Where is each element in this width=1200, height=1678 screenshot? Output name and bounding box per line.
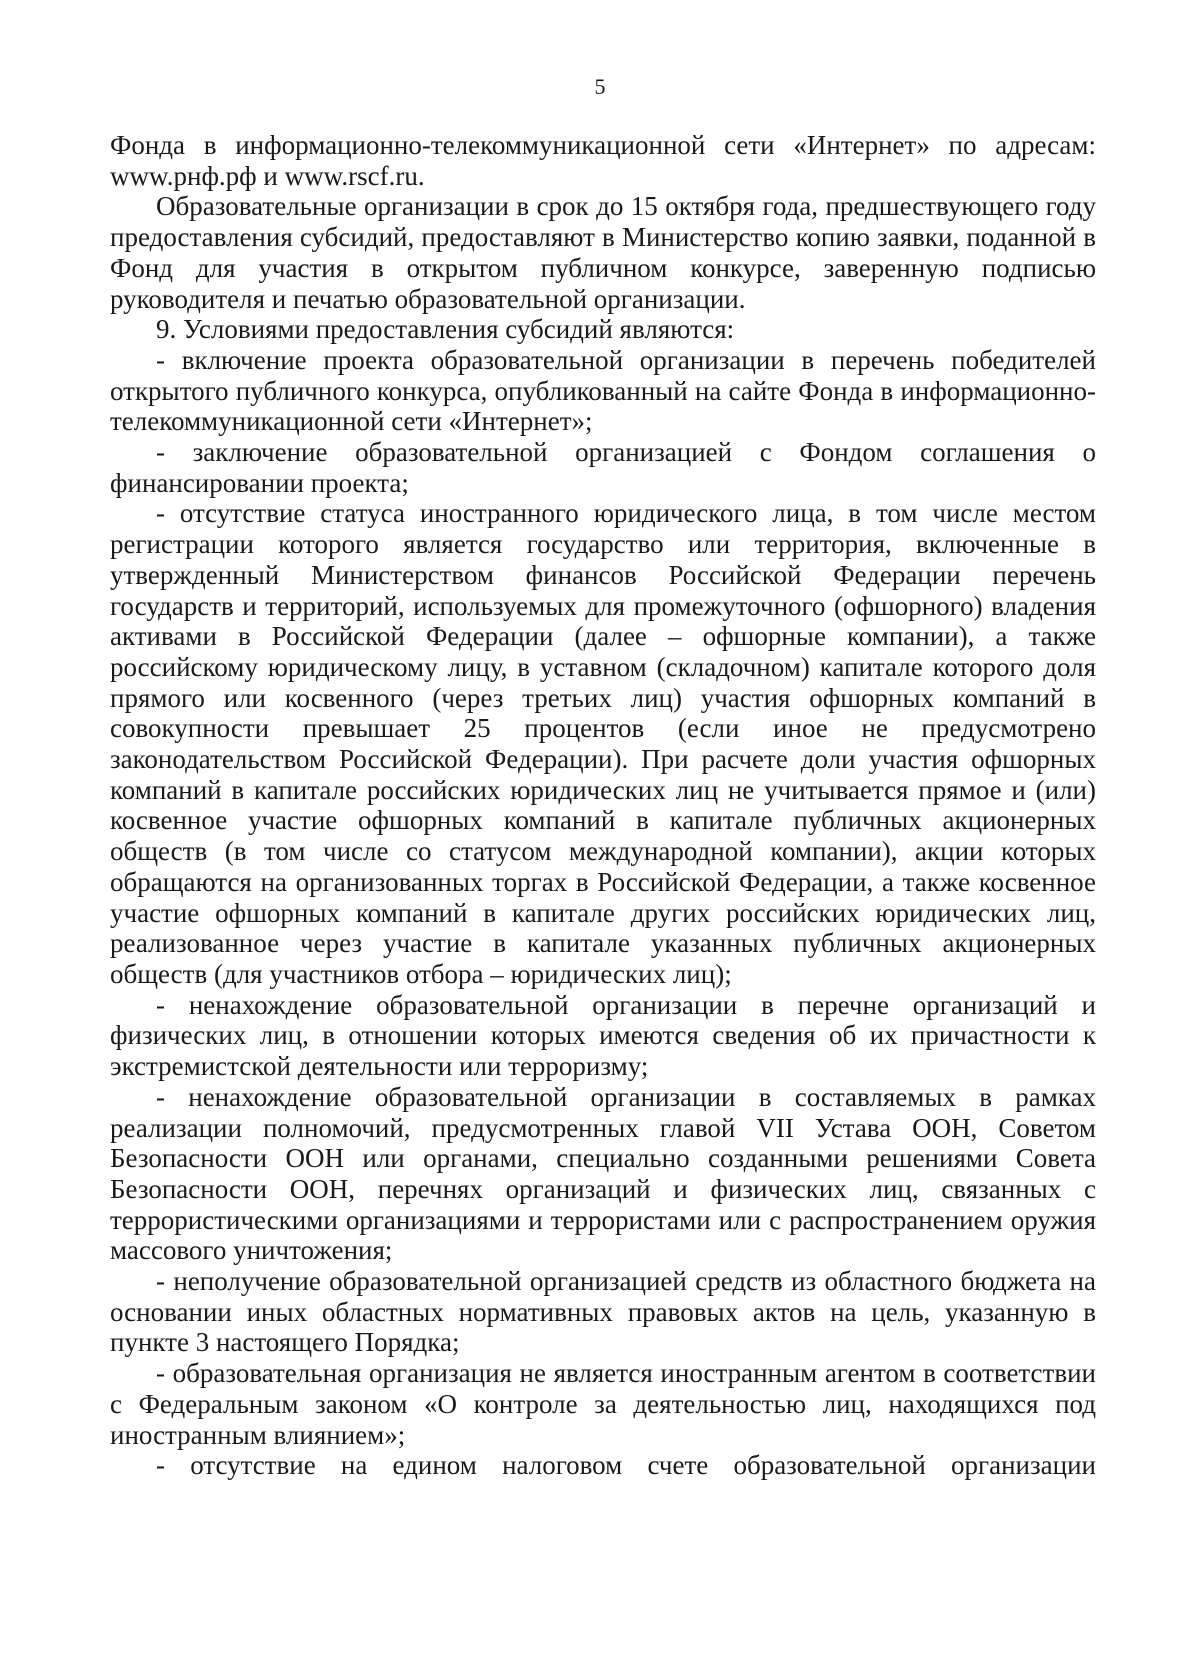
paragraph-application-deadline: Образовательные организации в срок до 15 октября года, предшествующего году предоставления субсидий, предоставляют в Министерство копию заявки, поданной в Фонд для участия в открытом публичном конкурсе, заверенную подписью руководителя и печатью образовательной организации.: [110, 191, 1096, 314]
condition-item: - образовательная организация не является иностранным агентом в соответствии с Федеральным законом «О контроле за деятельностью лиц, находящихся под иностранным влиянием»;: [110, 1358, 1096, 1450]
condition-item: - заключение образовательной организацией с Фондом соглашения о финансировании проекта;: [110, 437, 1096, 498]
paragraph-continuation: Фонда в информационно-телекоммуникационной сети «Интернет» по адресам: www.рнф.рф и www.rscf.ru.: [110, 130, 1096, 191]
condition-item: - отсутствие статуса иностранного юридического лица, в том числе местом регистрации которого является государство или территория, включенные в утвержденный Министерством финансов Российской Федерации перечень государств и территорий, используемых для промежуточного (офшорного) владения активами в Российской Федерации (далее – офшорные компании), а также российскому юридическому лицу, в уставном (складочном) капитале которого доля прямого или косвенного (через третьих лиц) участия офшорных компаний в совокупности превышает 25 процентов (если иное не предусмотрено законодательством Российской Федерации). При расчете доли участия офшорных компаний в капитале российских юридических лиц не учитывается прямое и (или) косвенное участие офшорных компаний в капитале публичных акционерных обществ (в том числе со статусом международной компании), акции которых обращаются на организованных торгах в Российской Федерации, а также косвенное участие офшорных компаний в капитале других российских юридических лиц, реализованное через участие в капитале указанных публичных акционерных обществ (для участников отбора – юридических лиц);: [110, 498, 1096, 989]
condition-item: - отсутствие на едином налоговом счете образовательной организации: [156, 1450, 1096, 1481]
condition-item: - ненахождение образовательной организации в составляемых в рамках реализации полномочий, предусмотренных главой VII Устава ООН, Советом Безопасности ООН или органами, специально созданными решениями Совета Безопасности ООН, перечнях организаций и физических лиц, связанных с террористическими организациями и террористами или с распространением оружия массового уничтожения;: [110, 1081, 1096, 1266]
condition-item: - неполучение образовательной организацией средств из областного бюджета на основании иных областных нормативных правовых актов на цель, указанную в пункте 3 настоящего Порядка;: [110, 1266, 1096, 1358]
document-body: [110, 130, 1096, 1481]
paragraph-conditions-heading: 9. Условиями предоставления субсидий являются:: [156, 314, 735, 345]
condition-item: - ненахождение образовательной организации в перечне организаций и физических лиц, в отношении которых имеются сведения об их причастности к экстремистской деятельности или терроризму;: [110, 989, 1096, 1082]
condition-item: - включение проекта образовательной организации в перечень победителей открытого публичного конкурса, опубликованный на сайте Фонда в информационно-телекоммуникационной сети «Интернет»;: [110, 344, 1096, 437]
page-number: 5: [594, 74, 606, 99]
